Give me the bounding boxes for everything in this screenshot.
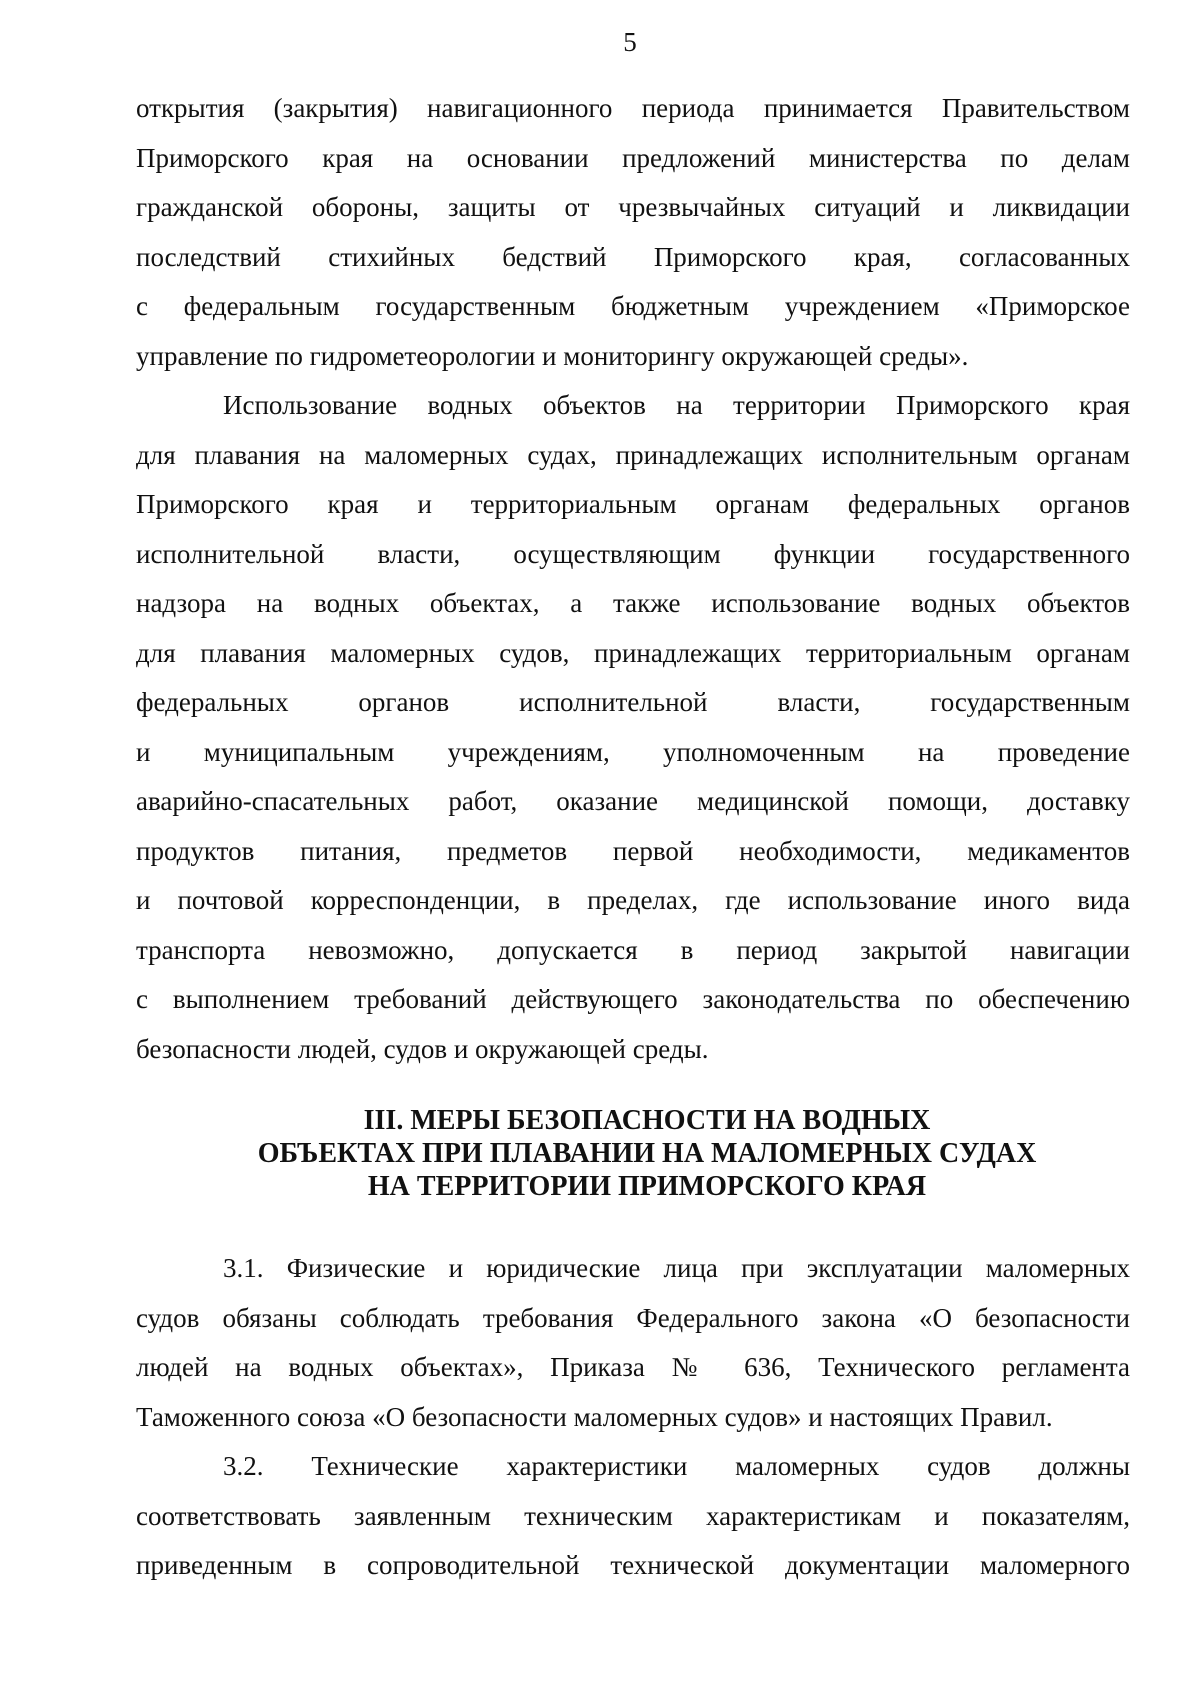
text-line: Таможенного союза «О безопасности маломерных судов» и настоящих Правил. [136, 1401, 1053, 1432]
paragraph-navigation-period [136, 84, 1130, 381]
text-line: приведенным в сопроводительной технической документации маломерного [136, 1550, 1130, 1580]
text-line: надзора на водных объектах, а также использование водных объектов [136, 588, 1130, 618]
text-line: судов обязаны соблюдать требования Федерального закона «О безопасности [136, 1302, 1130, 1333]
paragraph-3-1 [136, 1244, 1130, 1442]
heading-line: ОБЪЕКТАХ ПРИ ПЛАВАНИИ НА МАЛОМЕРНЫХ СУДАХ [257, 1138, 1037, 1169]
paragraph-3-2 [136, 1442, 1130, 1591]
text-line: федеральных органов исполнительной власти, государственным [136, 687, 1130, 717]
text-block-bottom [136, 1244, 1130, 1591]
text-line: Приморского края на основании предложений министерства по делам [136, 142, 1130, 173]
text-line: исполнительной власти, осуществляющим функции государственного [136, 538, 1130, 569]
text-line: Использование водных объектов на территории Приморского края [223, 390, 1130, 420]
text-line: гражданской обороны, защиты от чрезвычайных ситуаций и ликвидации [136, 192, 1130, 222]
text-line: управление по гидрометеорологии и мониторингу окружающей среды». [136, 340, 969, 371]
page-number: 5 [623, 27, 637, 57]
text-line: транспорта невозможно, допускается в период закрытой навигации [136, 934, 1130, 965]
text-line: с федеральным государственным бюджетным учреждением «Приморское [136, 291, 1130, 321]
text-line: и почтовой корреспонденции, в пределах, где использование иного вида [136, 885, 1130, 915]
text-line: 3.1. Физические и юридические лица при эксплуатации маломерных [223, 1253, 1130, 1283]
text-line: продуктов питания, предметов первой необходимости, медикаментов [136, 835, 1130, 866]
text-line: и муниципальным учреждениям, уполномоченным на проведение [136, 736, 1130, 767]
text-block-top [136, 84, 1130, 1074]
section-heading [136, 1104, 1158, 1203]
heading-line: НА ТЕРРИТОРИИ ПРИМОРСКОГО КРАЯ [367, 1171, 927, 1202]
text-line: безопасности людей, судов и окружающей среды. [136, 1033, 709, 1064]
text-line: соответствовать заявленным техническим характеристикам и показателям, [136, 1500, 1130, 1531]
text-line: людей на водных объектах», Приказа № 636, Технического регламента [136, 1352, 1130, 1382]
heading-line: III. МЕРЫ БЕЗОПАСНОСТИ НА ВОДНЫХ [363, 1105, 931, 1136]
text-line: с выполнением требований действующего законодательства по обеспечению [136, 984, 1130, 1014]
text-line: для плавания на маломерных судах, принадлежащих исполнительным органам [136, 439, 1130, 470]
text-line: аварийно-спасательных работ, оказание медицинской помощи, доставку [136, 786, 1130, 816]
text-line: Приморского края и территориальным органам федеральных органов [136, 489, 1130, 519]
text-line: открытия (закрытия) навигационного периода принимается Правительством [136, 93, 1130, 123]
text-line: последствий стихийных бедствий Приморского края, согласованных [136, 241, 1130, 272]
text-line: 3.2. Технические характеристики маломерных судов должны [223, 1451, 1130, 1481]
paragraph-water-use [136, 381, 1130, 1074]
text-line: для плавания маломерных судов, принадлежащих территориальным органам [136, 637, 1130, 668]
